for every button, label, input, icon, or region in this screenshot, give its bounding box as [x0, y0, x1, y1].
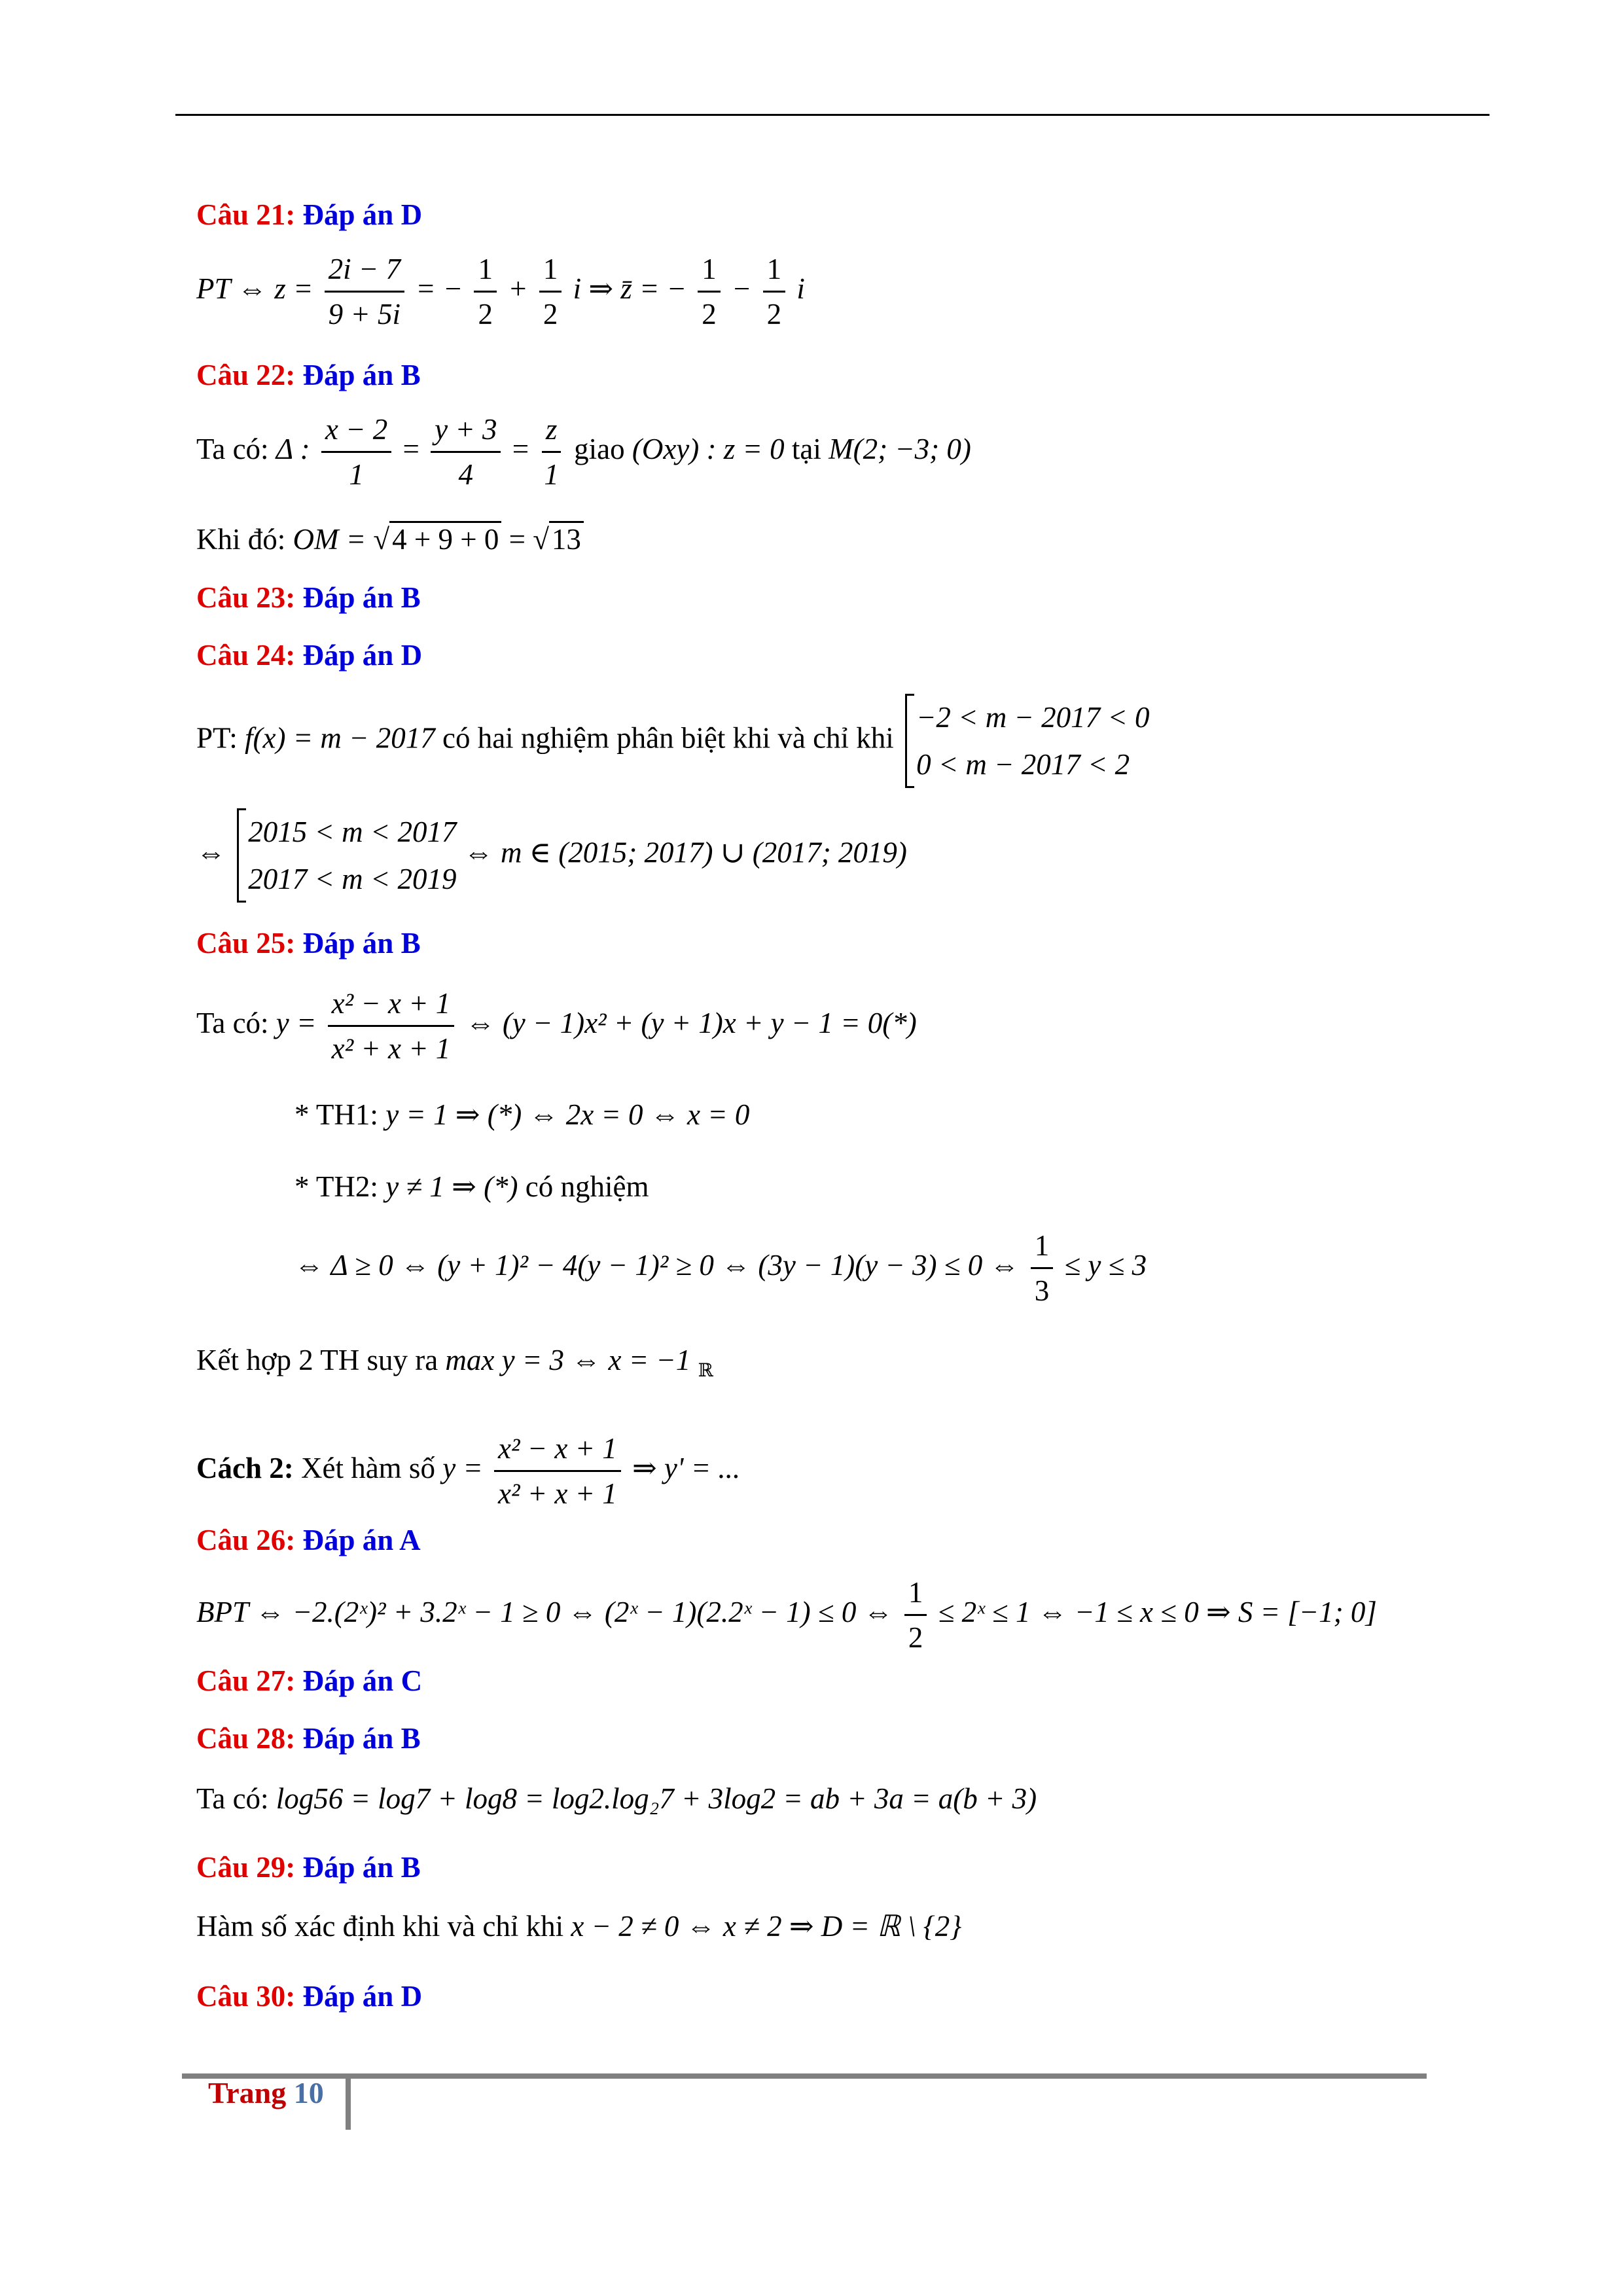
question-25-line: Ta có: y = $\frac{\text{x² − x + 1}}{\text{x² + x + 1}}$ ⇔ (y − 1)x² + (y + 1)x + y − 1 = 0(*) — [196, 982, 917, 1070]
fraction: $\frac{1}{3}$ — [1031, 1224, 1054, 1312]
fraction: $\frac{\text{x² − x + 1}}{\text{x² + x + 1}}$ — [328, 982, 455, 1070]
fraction: $\frac{z}{1}$ — [540, 408, 563, 496]
question-22-om: Khi đó: OM = √4 + 9 + 0 = √13 — [196, 521, 584, 558]
bracket-system: 2015 < m < 2017 2017 < m < 2019 — [237, 808, 456, 903]
question-30-heading: Câu 30: Đáp án D — [196, 1980, 423, 2013]
page-number: Trang 10 — [208, 2076, 324, 2109]
footer-divider — [346, 2079, 351, 2130]
fraction: $\frac{y + 3}{4}$ — [431, 408, 501, 496]
question-24-heading: Câu 24: Đáp án D — [196, 639, 423, 672]
question-25-method2: Cách 2: Xét hàm số y = $\frac{\text{x² − x + 1}}{\text{x² + x + 1}}$ ⇒ y' = ... — [196, 1427, 740, 1515]
fraction: $\frac{1}{2}$ — [539, 247, 562, 336]
footer-rule — [182, 2073, 1427, 2079]
question-24-result: ⇔ 2015 < m < 2017 2017 < m < 2019 ⇔ m ∈ (2015; 2017) ∪ (2017; 2019) — [196, 808, 907, 903]
question-25-case2: * TH2: y ≠ 1 ⇒ (*) có nghiệm — [294, 1170, 649, 1203]
question-25-heading: Câu 25: Đáp án B — [196, 927, 421, 960]
question-21-equation: PT ⇔ z = $\frac{2i - 7}{9 + 5i}$ = − $\frac{1}{2}$ + $\frac{1}{2}$ i ⇒ z̄ = − $\frac{1}{2}$ − $\frac{1}{2}$ i — [196, 247, 805, 336]
question-29-line: Hàm số xác định khi và chỉ khi x − 2 ≠ 0 ⇔ x ≠ 2 ⇒ D = ℝ \ {2} — [196, 1910, 962, 1943]
question-25-case1: * TH1: y = 1 ⇒ (*) ⇔ 2x = 0 ⇔ x = 0 — [294, 1098, 750, 1131]
question-22-heading: Câu 22: Đáp án B — [196, 359, 421, 391]
question-25-delta: ⇔ Δ ≥ 0 ⇔ (y + 1)² − 4(y − 1)² ≥ 0 ⇔ (3y − 1)(y − 3) ≤ 0 ⇔ $\frac{1}{3}$ ≤ y ≤ 3 — [294, 1224, 1147, 1312]
question-26-heading: Câu 26: Đáp án A — [196, 1524, 421, 1556]
fraction: $\frac{\text{x² − x + 1}}{\text{x² + x + 1}}$ — [494, 1427, 621, 1515]
question-28-line: Ta có: log56 = log7 + log8 = log2.log₂7 + 3log2 = ab + 3a = a(b + 3) — [196, 1782, 1037, 1815]
fraction: $\frac{1}{2}$ — [698, 247, 721, 336]
question-25-conclusion: Kết hợp 2 TH suy ra max y = 3 ⇔ x = −1 $_ℝ$ — [196, 1344, 713, 1381]
fraction: $\frac{2i - 7}{9 + 5i}$ — [325, 247, 404, 336]
fraction: $\frac{1}{2}$ — [904, 1571, 927, 1659]
question-22-line: Ta có: Δ : $\frac{x - 2}{1}$ = $\frac{y + 3}{4}$ = $\frac{z}{1}$ giao (Oxy) : z = 0 tại M(2; −3; 0) — [196, 408, 971, 496]
question-23-heading: Câu 23: Đáp án B — [196, 581, 421, 614]
question-26-line: BPT ⇔ −2.(2ˣ)² + 3.2ˣ − 1 ≥ 0 ⇔ (2ˣ − 1)(2.2ˣ − 1) ≤ 0 ⇔ $\frac{1}{2}$ ≤ 2ˣ ≤ 1 ⇔ −1 ≤ x ≤ 0 ⇒ S = [−1; 0] — [196, 1571, 1377, 1659]
bracket-system: −2 < m − 2017 < 0 0 < m − 2017 < 2 — [905, 694, 1149, 788]
fraction: $\frac{x - 2}{1}$ — [321, 408, 391, 496]
question-28-heading: Câu 28: Đáp án B — [196, 1722, 421, 1755]
question-21-heading: Câu 21: Đáp án D — [196, 198, 423, 231]
fraction: $\frac{1}{2}$ — [763, 247, 786, 336]
fraction: $\frac{1}{2}$ — [474, 247, 497, 336]
question-24-line: PT: f(x) = m − 2017 có hai nghiệm phân biệt khi và chỉ khi −2 < m − 2017 < 0 0 < m − 2017 < 2 — [196, 694, 1150, 788]
header-rule — [175, 114, 1489, 116]
question-29-heading: Câu 29: Đáp án B — [196, 1851, 421, 1884]
question-27-heading: Câu 27: Đáp án C — [196, 1664, 423, 1697]
